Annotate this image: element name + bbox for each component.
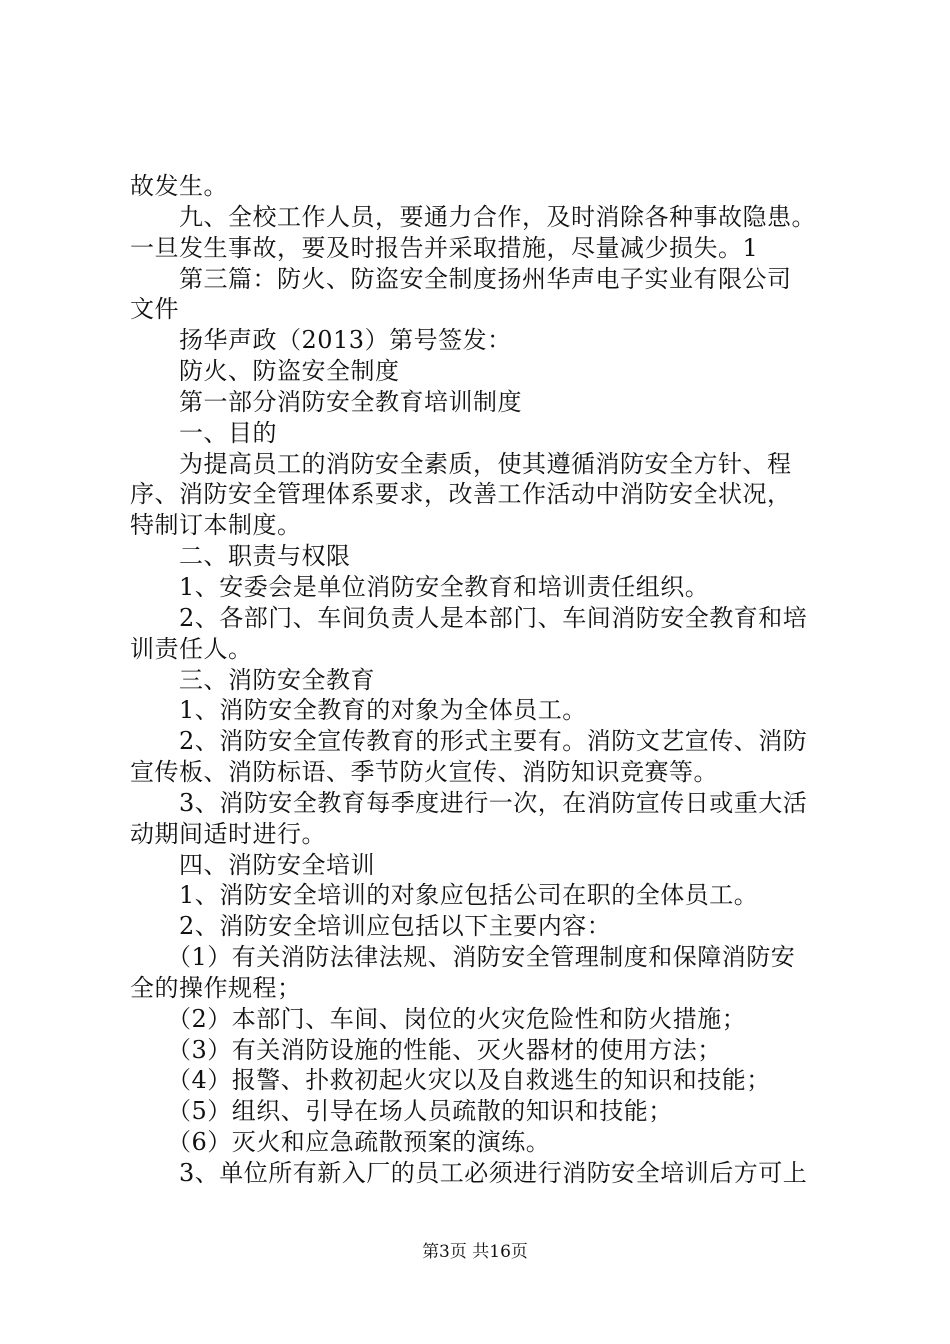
text-line: （3）有关消防设施的性能、灭火器材的使用方法； <box>130 1035 722 1064</box>
text-line: 1、安委会是单位消防安全教育和培训责任组织。 <box>130 572 710 601</box>
text-line: 文件 <box>130 295 179 324</box>
text-line: 二、职责与权限 <box>130 542 351 571</box>
text-line: 3、消防安全教育每季度进行一次，在消防宣传日或重大活 <box>130 788 808 817</box>
text-line: 防火、防盗安全制度 <box>130 357 400 386</box>
text-line: 三、消防安全教育 <box>130 665 375 694</box>
text-line: 1、消防安全教育的对象为全体员工。 <box>130 696 587 725</box>
text-line: 一旦发生事故，要及时报告并采取措施，尽量减少损失。1 <box>130 233 759 262</box>
text-line: （2）本部门、车间、岗位的火灾危险性和防火措施； <box>130 1004 747 1033</box>
text-line: 序、消防安全管理体系要求，改善工作活动中消防安全状况， <box>130 480 792 509</box>
text-line: 2、消防安全宣传教育的形式主要有。消防文艺宣传、消防 <box>130 727 808 756</box>
text-line: 全的操作规程； <box>130 973 302 1002</box>
text-line: （1）有关消防法律法规、消防安全管理制度和保障消防安 <box>130 943 796 972</box>
text-line: 2、各部门、车间负责人是本部门、车间消防安全教育和培 <box>130 603 808 632</box>
text-line: 九、全校工作人员，要通力合作，及时消除各种事故隐患。 <box>130 202 816 231</box>
text-line: 特制订本制度。 <box>130 511 302 540</box>
page-number-footer: 第3页 共16页 <box>422 1242 528 1262</box>
text-line: （5）组织、引导在场人员疏散的知识和技能； <box>130 1097 673 1126</box>
text-line: 动期间适时进行。 <box>130 819 326 848</box>
text-line: 一、目的 <box>130 418 277 447</box>
text-line: 四、消防安全培训 <box>130 850 375 879</box>
text-line: 2、消防安全培训应包括以下主要内容： <box>130 912 612 941</box>
text-line: 为提高员工的消防安全素质，使其遵循消防安全方针、程 <box>130 449 792 478</box>
text-line: 故发生。 <box>130 172 228 200</box>
text-line: 1、消防安全培训的对象应包括公司在职的全体员工。 <box>130 881 759 910</box>
text-line: 训责任人。 <box>130 634 253 663</box>
text-line: 3、单位所有新入厂的员工必须进行消防安全培训后方可上 <box>130 1159 808 1187</box>
text-line: （6）灭火和应急疏散预案的演练。 <box>130 1128 551 1157</box>
text-line: 第一部分消防安全教育培训制度 <box>130 387 522 416</box>
text-line: 扬华声政（2013）第号签发： <box>130 326 512 355</box>
text-line: 第三篇：防火、防盗安全制度扬州华声电子实业有限公司 <box>130 264 792 293</box>
text-line: 宣传板、消防标语、季节防火宣传、消防知识竞赛等。 <box>130 758 718 787</box>
document-body <box>130 171 840 1189</box>
text-line: （4）报警、扑救初起火灾以及自救逃生的知识和技能； <box>130 1066 771 1095</box>
